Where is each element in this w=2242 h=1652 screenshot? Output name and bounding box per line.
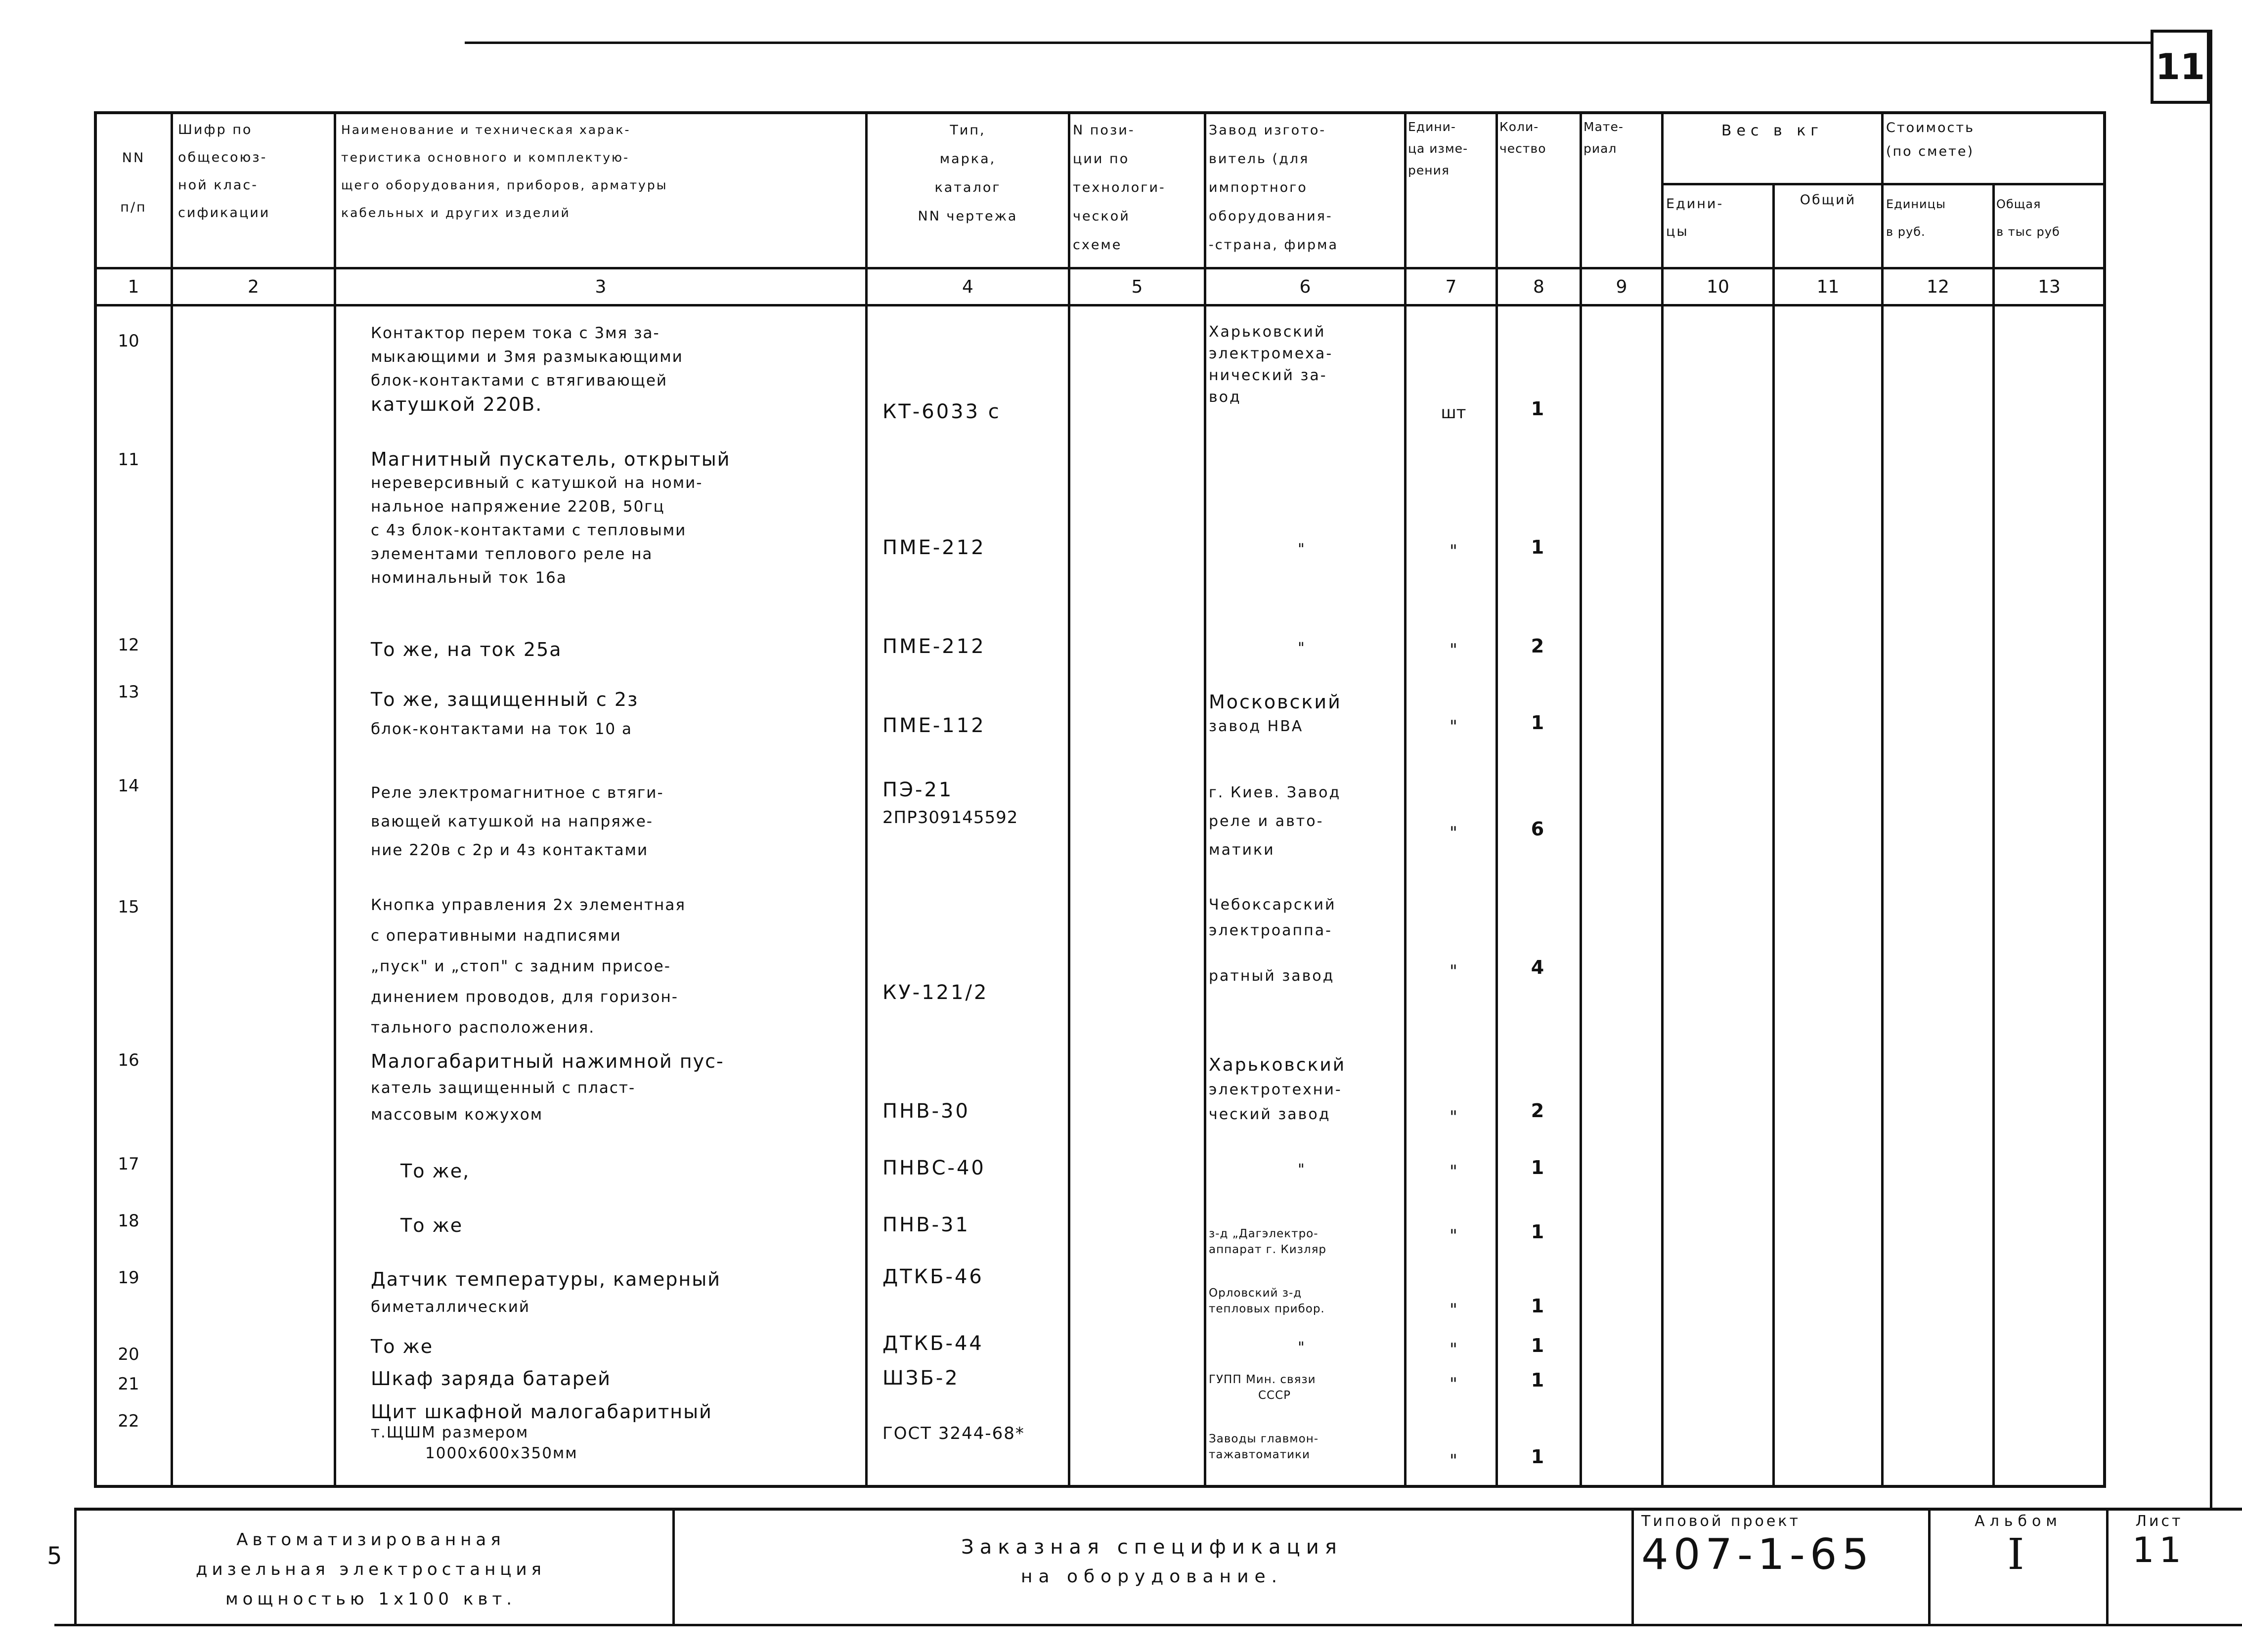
title-document bbox=[682, 1532, 1622, 1592]
row-unit: " bbox=[1450, 1340, 1457, 1359]
row-description-line: с оперативными надписями bbox=[371, 927, 621, 945]
header-text: оборудования- bbox=[1209, 209, 1333, 224]
header-text: Общий bbox=[1800, 192, 1856, 208]
row-maker-line: " bbox=[1298, 640, 1306, 657]
header-text: ной клас- bbox=[178, 177, 258, 193]
row-description-line: номинальный ток 16а bbox=[371, 569, 567, 587]
project-cell bbox=[1641, 1513, 1923, 1579]
row-maker-line: Харьковский bbox=[1209, 1055, 1346, 1075]
col-line bbox=[334, 111, 336, 1488]
row-unit: шт bbox=[1441, 403, 1466, 423]
row-unit: " bbox=[1450, 1162, 1457, 1181]
header-text: теристика основного и комплектую- bbox=[341, 150, 630, 165]
row-description-line: тального расположения. bbox=[371, 1019, 595, 1037]
row-maker-line: СССР bbox=[1258, 1389, 1291, 1402]
row-quantity: 1 bbox=[1531, 1446, 1544, 1468]
row-number: 12 bbox=[118, 635, 139, 655]
row-maker-line: аппарат г. Кизляр bbox=[1209, 1243, 1327, 1256]
row-description bbox=[371, 1159, 895, 1183]
header-weight bbox=[1666, 121, 1879, 141]
row-description bbox=[371, 1265, 865, 1321]
row-maker bbox=[1209, 779, 1407, 865]
title-block-line bbox=[1928, 1508, 1931, 1626]
row-type: ПМЕ-112 bbox=[882, 714, 986, 737]
row-maker-line: Московский bbox=[1209, 691, 1342, 713]
row-type: ДТКБ-44 bbox=[882, 1332, 984, 1355]
header-text: ческой bbox=[1073, 209, 1130, 224]
title-block-line bbox=[1631, 1508, 1634, 1626]
right-border bbox=[2210, 30, 2212, 1508]
header-col5 bbox=[1073, 116, 1201, 260]
row-maker-line: Заводы главмон- bbox=[1209, 1433, 1319, 1445]
header-text: -страна, фирма bbox=[1209, 237, 1339, 253]
row-type: КТ-6033 с bbox=[882, 400, 1001, 423]
row-type: ДТКБ-46 bbox=[882, 1265, 984, 1288]
title-object bbox=[74, 1525, 667, 1614]
row-unit: " bbox=[1450, 1300, 1457, 1320]
row-maker bbox=[1209, 1372, 1407, 1403]
row-description-line: То же bbox=[400, 1215, 463, 1236]
row-description bbox=[371, 890, 865, 1043]
row-description-line: То же, защищенный с 2з bbox=[371, 689, 639, 710]
row-description-line: катушкой 220В. bbox=[371, 393, 543, 415]
header-weight-unit bbox=[1666, 190, 1770, 246]
side-mark: 5 bbox=[47, 1542, 62, 1570]
row-description-line: вающей катушкой на напряже- bbox=[371, 813, 653, 830]
row-description bbox=[371, 1335, 865, 1358]
row-maker bbox=[1209, 321, 1407, 408]
header-text: сификации bbox=[178, 205, 270, 220]
top-rule bbox=[465, 42, 2151, 44]
header-text: Вес в кг bbox=[1721, 122, 1824, 139]
row-quantity: 1 bbox=[1531, 398, 1544, 420]
column-number: 7 bbox=[1445, 276, 1457, 297]
header-text: риал bbox=[1583, 141, 1617, 156]
row-description bbox=[371, 321, 865, 416]
row-quantity: 2 bbox=[1531, 635, 1544, 657]
album-cell bbox=[1933, 1513, 2104, 1579]
row-quantity: 1 bbox=[1531, 1157, 1544, 1178]
col-line bbox=[1772, 183, 1775, 1488]
row-unit: " bbox=[1450, 717, 1457, 737]
row-number: 20 bbox=[118, 1345, 139, 1364]
row-maker-line: ГУПП Мин. связи bbox=[1209, 1373, 1316, 1386]
row-quantity: 4 bbox=[1531, 956, 1544, 978]
title-document-line: Заказная спецификация bbox=[961, 1536, 1343, 1559]
row-number: 16 bbox=[118, 1050, 139, 1070]
header-text: NN bbox=[122, 150, 145, 166]
header-text: схеме bbox=[1073, 237, 1122, 253]
header-cost-total bbox=[1996, 190, 2104, 246]
row-number: 19 bbox=[118, 1268, 139, 1288]
title-block-line bbox=[672, 1508, 675, 1626]
header-text: (по смете) bbox=[1886, 144, 1974, 159]
column-number: 3 bbox=[595, 276, 607, 297]
header-text: общесоюз- bbox=[178, 150, 267, 165]
row-description-line: массовым кожухом bbox=[371, 1106, 543, 1124]
row-maker-line: электромеха- bbox=[1209, 345, 1333, 362]
column-number: 4 bbox=[962, 276, 973, 297]
row-description-line: ние 220в с 2р и 4з контактами bbox=[371, 841, 649, 859]
title-object-line: мощностью 1х100 квт. bbox=[225, 1589, 517, 1609]
header-text: Шифр по bbox=[178, 122, 253, 137]
row-unit: " bbox=[1450, 640, 1457, 660]
row-unit: " bbox=[1450, 1226, 1457, 1246]
sheet-cell bbox=[2111, 1513, 2207, 1570]
row-maker-line: Орловский з-д bbox=[1209, 1287, 1302, 1300]
row-description-line: То же bbox=[371, 1336, 434, 1357]
row-maker-line: электротехни- bbox=[1209, 1081, 1342, 1098]
header-col9 bbox=[1583, 116, 1660, 160]
row-maker-line: ческий завод bbox=[1209, 1106, 1331, 1123]
row-maker-line: Харьковский bbox=[1209, 323, 1326, 341]
row-type: ПМЕ-212 bbox=[882, 635, 986, 658]
album-number: I bbox=[2007, 1530, 2029, 1579]
row-quantity: 1 bbox=[1531, 1221, 1544, 1243]
row-description-line: „пуск" и „стоп" с задним присое- bbox=[371, 957, 671, 975]
row-maker-line: матики bbox=[1209, 841, 1275, 859]
row-description bbox=[371, 638, 865, 661]
row-maker bbox=[1209, 690, 1407, 739]
header-text: в руб. bbox=[1886, 225, 1926, 239]
row-type: ПНВ-30 bbox=[882, 1100, 970, 1123]
row-type-line: ПЭ-21 bbox=[882, 779, 954, 801]
header-text: витель (для bbox=[1209, 151, 1310, 167]
row-description bbox=[371, 1401, 865, 1464]
row-description-line: блок-контактами с втягивающей bbox=[371, 372, 668, 390]
row-unit: " bbox=[1450, 823, 1457, 843]
header-col6 bbox=[1209, 116, 1402, 260]
row-description-line: Щит шкафной малогабаритный bbox=[371, 1401, 712, 1423]
row-description-line: с 4з блок-контактами с тепловыми bbox=[371, 522, 687, 539]
row-description-line: Магнитный пускатель, открытый bbox=[371, 448, 731, 470]
col-line bbox=[1580, 111, 1582, 1488]
header-text: щего оборудования, приборов, арматуры bbox=[341, 178, 668, 192]
header-cost bbox=[1886, 116, 2104, 164]
row-type: КУ-121/2 bbox=[882, 981, 989, 1004]
row-description-line: катель защищенный с пласт- bbox=[371, 1079, 636, 1097]
row-maker-line: тепловых прибор. bbox=[1209, 1303, 1325, 1315]
row-description-line: элементами теплового реле на bbox=[371, 545, 653, 563]
sheet-number: 11 bbox=[2132, 1530, 2187, 1570]
row-description-line: Кнопка управления 2х элементная bbox=[371, 896, 686, 914]
col-line bbox=[1495, 111, 1498, 1488]
row-description-line: мыкающими и 3мя размыкающими bbox=[371, 348, 683, 366]
header-text: каталог bbox=[934, 180, 1001, 195]
header-col7 bbox=[1408, 116, 1495, 181]
row-number: 15 bbox=[118, 897, 139, 917]
row-number: 21 bbox=[118, 1374, 139, 1394]
row-maker bbox=[1209, 1285, 1407, 1317]
row-maker-line: " bbox=[1298, 1161, 1306, 1178]
header-text: Общая bbox=[1996, 197, 2041, 211]
row-description bbox=[371, 779, 865, 865]
row-maker bbox=[1209, 1053, 1407, 1127]
col-line bbox=[1661, 111, 1664, 1488]
page-number: 11 bbox=[2155, 46, 2205, 87]
header-text: Едини- bbox=[1666, 196, 1724, 212]
column-number: 8 bbox=[1533, 276, 1544, 297]
row-number: 11 bbox=[118, 450, 139, 470]
header-split-line bbox=[1661, 183, 2106, 185]
row-maker-line: " bbox=[1298, 1339, 1306, 1356]
header-cost-unit bbox=[1886, 190, 1991, 246]
row-description-line: Реле электромагнитное с втяги- bbox=[371, 784, 664, 802]
col-line bbox=[865, 111, 868, 1488]
header-col8 bbox=[1499, 116, 1579, 160]
row-description bbox=[371, 1214, 895, 1237]
row-description-line: нереверсивный с катушкой на номи- bbox=[371, 474, 703, 492]
row-quantity: 1 bbox=[1531, 1335, 1544, 1356]
row-quantity: 1 bbox=[1531, 1369, 1544, 1391]
row-maker-line: г. Киев. Завод bbox=[1209, 784, 1341, 801]
header-text: ции по bbox=[1073, 151, 1130, 167]
row-maker-line: вод bbox=[1209, 389, 1241, 406]
row-maker-line: реле и авто- bbox=[1209, 813, 1324, 830]
row-type: ПНВ-31 bbox=[882, 1214, 970, 1236]
header-col1 bbox=[101, 148, 166, 217]
header-text: п/п bbox=[120, 200, 147, 215]
header-text: импортного bbox=[1209, 180, 1308, 195]
header-text: Наименование и техническая харак- bbox=[341, 123, 631, 137]
header-text: кабельных и других изделий bbox=[341, 206, 571, 220]
header-col2 bbox=[178, 116, 331, 227]
row-quantity: 6 bbox=[1531, 818, 1544, 840]
row-unit: " bbox=[1450, 541, 1457, 561]
row-maker bbox=[1209, 1226, 1407, 1258]
row-unit: " bbox=[1450, 1374, 1457, 1394]
row-number: 18 bbox=[118, 1211, 139, 1231]
header-text: марка, bbox=[939, 151, 996, 167]
row-description-line: Контактор перем тока с 3мя за- bbox=[371, 324, 660, 342]
col-line bbox=[171, 111, 173, 1488]
row-quantity: 1 bbox=[1531, 1295, 1544, 1317]
row-description-line: Датчик температуры, камерный bbox=[371, 1268, 721, 1290]
row-maker-line: Чебоксарский bbox=[1209, 896, 1336, 913]
row-type: ПМЕ-212 bbox=[882, 536, 986, 559]
header-col3 bbox=[341, 116, 863, 227]
row-description-line: То же, bbox=[400, 1160, 470, 1182]
row-description-line: Малогабаритный нажимной пус- bbox=[371, 1050, 724, 1072]
row-description-line: 1000х600х350мм bbox=[425, 1444, 578, 1462]
header-text: Тип, bbox=[950, 123, 986, 138]
row-unit: " bbox=[1450, 1451, 1457, 1471]
header-text: цы bbox=[1666, 224, 1689, 239]
row-number: 14 bbox=[118, 776, 139, 796]
row-description-line: блок-контактами на ток 10 а bbox=[371, 720, 633, 738]
header-text: рения bbox=[1408, 163, 1450, 177]
row-maker-line: электроаппа- bbox=[1209, 922, 1332, 939]
column-number: 1 bbox=[128, 276, 139, 297]
column-number: 11 bbox=[1816, 276, 1840, 297]
column-number: 10 bbox=[1707, 276, 1729, 297]
row-description-line: динением проводов, для горизон- bbox=[371, 988, 678, 1006]
row-number: 10 bbox=[118, 331, 139, 351]
header-text: в тыс руб bbox=[1996, 225, 2060, 239]
header-col4 bbox=[870, 116, 1065, 231]
row-number: 22 bbox=[118, 1411, 139, 1431]
row-description bbox=[371, 685, 865, 744]
title-object-line: дизельная электростанция bbox=[196, 1560, 546, 1579]
header-text: NN чертежа bbox=[918, 209, 1018, 224]
row-unit: " bbox=[1450, 961, 1457, 981]
row-type: ГОСТ 3244-68* bbox=[882, 1424, 1025, 1443]
row-number: 13 bbox=[118, 682, 139, 702]
project-number: 407-1-65 bbox=[1641, 1530, 1874, 1579]
row-type bbox=[882, 776, 1075, 831]
row-description bbox=[371, 1048, 865, 1128]
row-unit: " bbox=[1450, 1107, 1457, 1127]
header-text: технологи- bbox=[1073, 180, 1166, 195]
row-number: 17 bbox=[118, 1154, 139, 1174]
project-label: Типовой проект bbox=[1641, 1513, 1801, 1530]
page-number-box bbox=[2151, 30, 2210, 104]
row-maker-line: з-д „Дагэлектро- bbox=[1209, 1227, 1319, 1240]
row-type: ПНВС-40 bbox=[882, 1157, 986, 1179]
row-description bbox=[371, 1367, 865, 1391]
row-maker bbox=[1209, 892, 1407, 989]
row-quantity: 1 bbox=[1531, 712, 1544, 734]
title-block-line bbox=[2106, 1508, 2109, 1626]
col-line bbox=[1992, 183, 1995, 1488]
header-text: Мате- bbox=[1583, 120, 1624, 134]
col-line bbox=[1204, 111, 1206, 1488]
row-description-line: нальное напряжение 220В, 50гц bbox=[371, 498, 665, 516]
row-description bbox=[371, 447, 860, 590]
column-number: 13 bbox=[2038, 276, 2061, 297]
album-label: Альбом bbox=[1975, 1513, 2062, 1530]
row-description-line: биметаллический bbox=[371, 1298, 530, 1316]
row-maker-line: завод НВА bbox=[1209, 718, 1304, 735]
row-maker-line: тажавтоматики bbox=[1209, 1448, 1310, 1461]
row-type: ШЗБ-2 bbox=[882, 1367, 960, 1390]
header-text: чество bbox=[1499, 141, 1546, 156]
header-text: ца изме- bbox=[1408, 141, 1468, 156]
row-type-line: 2ПР309145592 bbox=[882, 808, 1018, 827]
header-text: Завод изгото- bbox=[1209, 123, 1326, 138]
header-text: Едини- bbox=[1408, 120, 1456, 134]
column-number: 12 bbox=[1927, 276, 1949, 297]
row-maker-line: " bbox=[1298, 541, 1306, 558]
row-maker bbox=[1209, 1431, 1407, 1463]
title-document-line: на оборудование. bbox=[1020, 1566, 1283, 1587]
row-maker-line: ратный завод bbox=[1209, 967, 1335, 985]
column-number: 5 bbox=[1131, 276, 1143, 297]
row-maker-line: нический за- bbox=[1209, 367, 1327, 384]
title-object-line: Автоматизированная bbox=[236, 1530, 505, 1550]
header-text: Стоимость bbox=[1886, 120, 1975, 135]
title-block-bottom-line bbox=[54, 1624, 2242, 1626]
header-text: N пози- bbox=[1073, 123, 1135, 138]
column-number: 2 bbox=[248, 276, 259, 297]
sheet-label: Лист bbox=[2135, 1513, 2183, 1530]
row-quantity: 2 bbox=[1531, 1100, 1544, 1122]
header-weight-total bbox=[1777, 190, 1879, 210]
column-number: 9 bbox=[1616, 276, 1627, 297]
row-quantity: 1 bbox=[1531, 536, 1544, 558]
row-description-line: То же, на ток 25а bbox=[371, 639, 562, 660]
header-text: Единицы bbox=[1886, 197, 1946, 211]
col-line bbox=[1881, 111, 1884, 1488]
column-number: 6 bbox=[1299, 276, 1311, 297]
header-text: Коли- bbox=[1499, 120, 1539, 134]
row-description-line: Шкаф заряда батарей bbox=[371, 1368, 611, 1390]
row-description-line: т.ЩШМ размером bbox=[371, 1424, 529, 1441]
